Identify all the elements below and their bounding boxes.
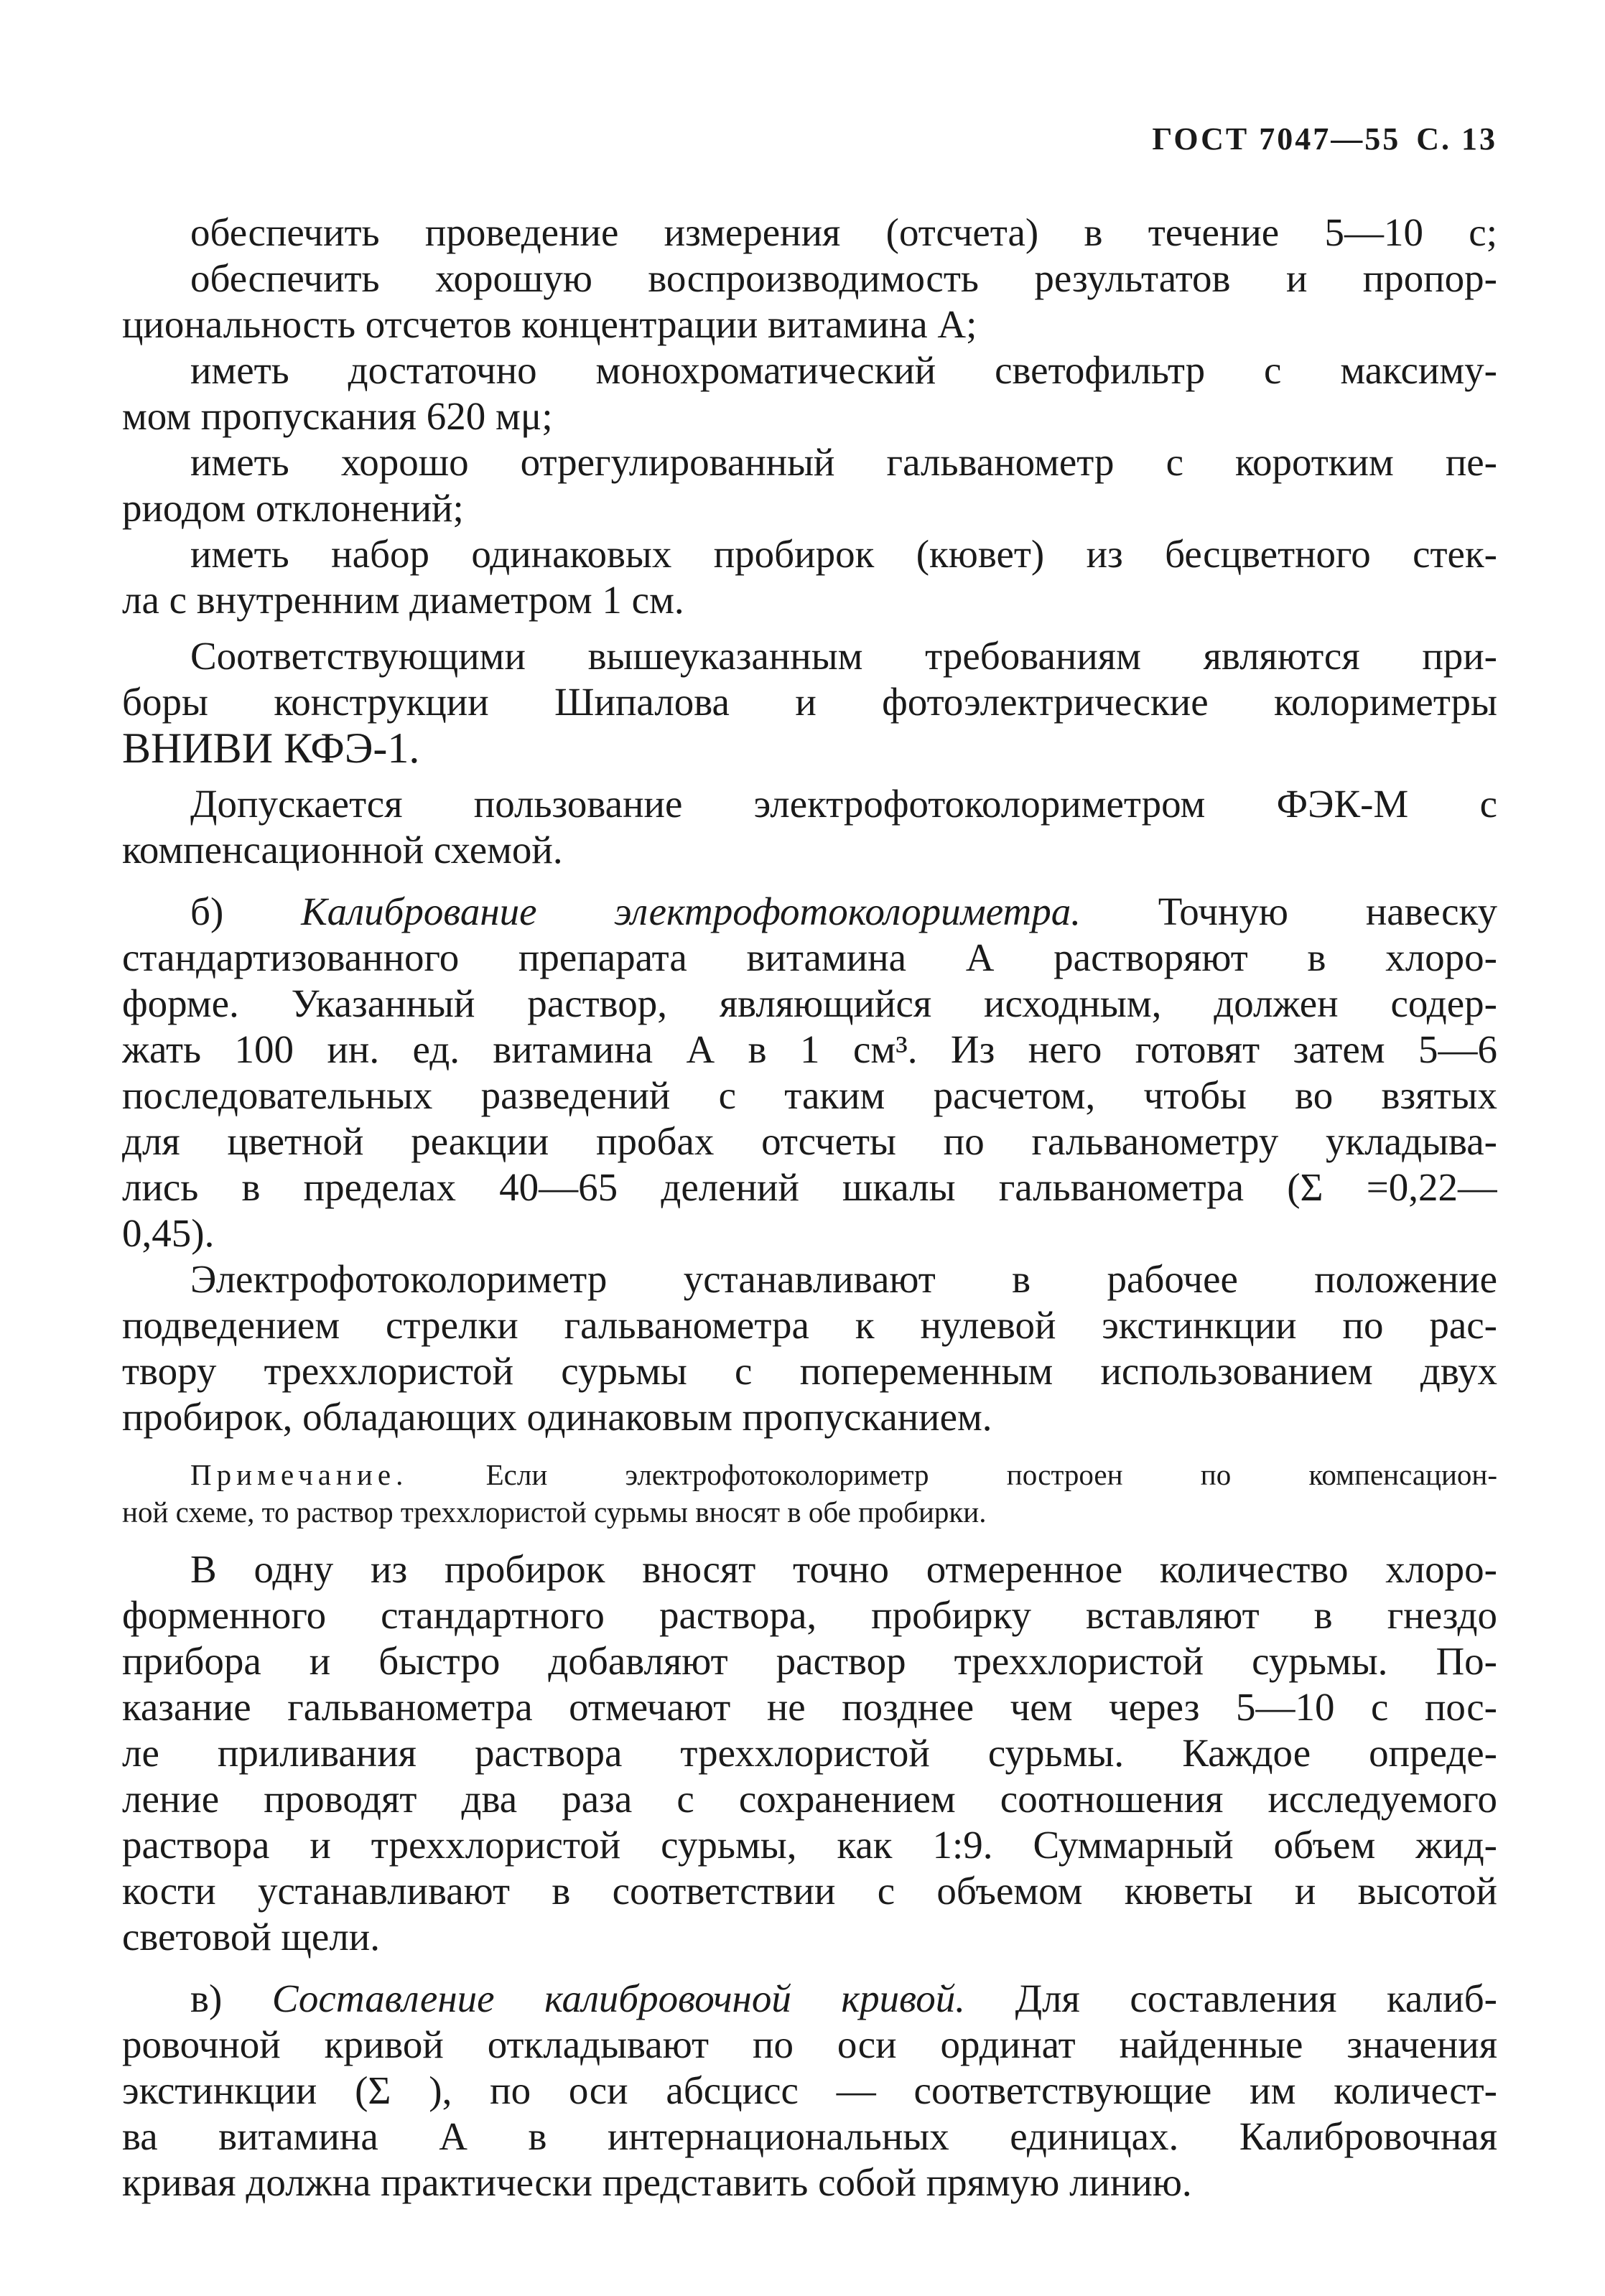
text-line: В одну из пробирок вносят точно отмеренное количество хлоро-: [190, 1547, 1497, 1591]
page-number: С. 13: [1416, 121, 1497, 157]
note: [122, 1456, 1497, 1493]
text-line: кривая должна практически представить собой прямую линию.: [122, 2160, 1192, 2204]
section-text: Для составления калиб-: [965, 1977, 1497, 2020]
section-letter: б): [190, 890, 302, 933]
text-line: Соответствующими вышеуказанным требованиям являются при-: [190, 634, 1497, 678]
section-heading-b: [122, 889, 1497, 935]
section-heading-v: [122, 1976, 1497, 2022]
standard-number: ГОСТ 7047—55: [1152, 121, 1401, 157]
text-line: ла с внутренним диаметром 1 см.: [122, 578, 684, 622]
section-title: Калибрование электрофотоколориметра.: [301, 890, 1081, 933]
text-line: лись в пределах 40—65 делений шкалы гальванометра (Σ =0,22—: [122, 1165, 1497, 1209]
section-text: Точную навеску: [1080, 890, 1497, 933]
text-line: стандартизованного препарата витамина А растворяют в хлоро-: [122, 935, 1497, 979]
text-line: раствора и треххлористой сурьмы, как 1:9. Суммарный объем жид-: [122, 1823, 1497, 1867]
page-header: [1152, 121, 1497, 157]
text-line: риодом отклонений;: [122, 486, 464, 530]
text-line: для цветной реакции пробах отсчеты по гальванометру укладыва-: [122, 1119, 1497, 1163]
text-line: иметь хорошо отрегулированный гальванометр с коротким пе-: [190, 440, 1497, 484]
note-line: ной схеме, то раствор треххлористой сурьмы вносят в обе пробирки.: [122, 1495, 987, 1529]
text-line: твору треххлористой сурьмы с попеременным использованием двух: [122, 1349, 1497, 1393]
text-line: ление проводят два раза с сохранением соотношения исследуемого: [122, 1777, 1497, 1821]
text-line: форме. Указанный раствор, являющийся исходным, должен содер-: [122, 981, 1497, 1025]
text-line: световой щели.: [122, 1915, 380, 1959]
text-line: экстинкции (Σ ), по оси абсцисс — соответствующие им количест-: [122, 2068, 1497, 2112]
section-letter: в): [190, 1977, 272, 2020]
text-line: ровочной кривой откладывают по оси ординат найденные значения: [122, 2022, 1497, 2066]
text-line: компенсационной схемой.: [122, 828, 563, 872]
text-line: циональность отсчетов концентрации витамина А;: [122, 302, 977, 346]
section-title: Составление калибровочной кривой.: [271, 1977, 966, 2020]
text-line: жать 100 ин. ед. витамина А в 1 см³. Из него готовят затем 5—6: [122, 1027, 1497, 1071]
text-line: Электрофотоколориметр устанавливают в рабочее положение: [190, 1257, 1497, 1301]
text-line: иметь достаточно монохроматический светофильтр с максиму-: [190, 348, 1497, 392]
text-line: обеспечить проведение измерения (отсчета) в течение 5—10 с;: [190, 210, 1497, 254]
text-line: боры конструкции Шипалова и фотоэлектрические колориметры: [122, 680, 1497, 724]
body-text: [122, 210, 1497, 2206]
text-line: подведением стрелки гальванометра к нулевой экстинкции по рас-: [122, 1303, 1497, 1347]
text-line: прибора и быстро добавляют раствор треххлористой сурьмы. По-: [122, 1639, 1497, 1683]
text-line: форменного стандартного раствора, пробирку вставляют в гнездо: [122, 1593, 1497, 1637]
text-line: иметь набор одинаковых пробирок (кювет) из бесцветного стек-: [190, 532, 1497, 576]
note-label: Примечание.: [190, 1458, 409, 1491]
text-line: 0,45).: [122, 1211, 215, 1255]
text-line: ле приливания раствора треххлористой сурьмы. Каждое опреде-: [122, 1731, 1497, 1775]
text-line: пробирок, обладающих одинаковым пропусканием.: [122, 1395, 992, 1439]
text-line: Допускается пользование электрофотоколориметром ФЭК-М с: [190, 782, 1497, 826]
text-line: кости устанавливают в соответствии с объемом кюветы и высотой: [122, 1869, 1497, 1913]
text-line: последовательных разведений с таким расчетом, чтобы во взятых: [122, 1073, 1497, 1117]
text-line: ВНИВИ КФЭ-1.: [122, 725, 420, 771]
text-line: казание гальванометра отмечают не позднее чем через 5—10 с пос-: [122, 1685, 1497, 1729]
text-line: мом пропускания 620 мμ;: [122, 394, 553, 438]
text-line: обеспечить хорошую воспроизводимость результатов и пропор-: [190, 256, 1497, 300]
note-text: Если электрофотоколориметр построен по компенсацион-: [408, 1458, 1497, 1491]
text-line: ва витамина А в интернациональных единицах. Калибровочная: [122, 2114, 1497, 2158]
